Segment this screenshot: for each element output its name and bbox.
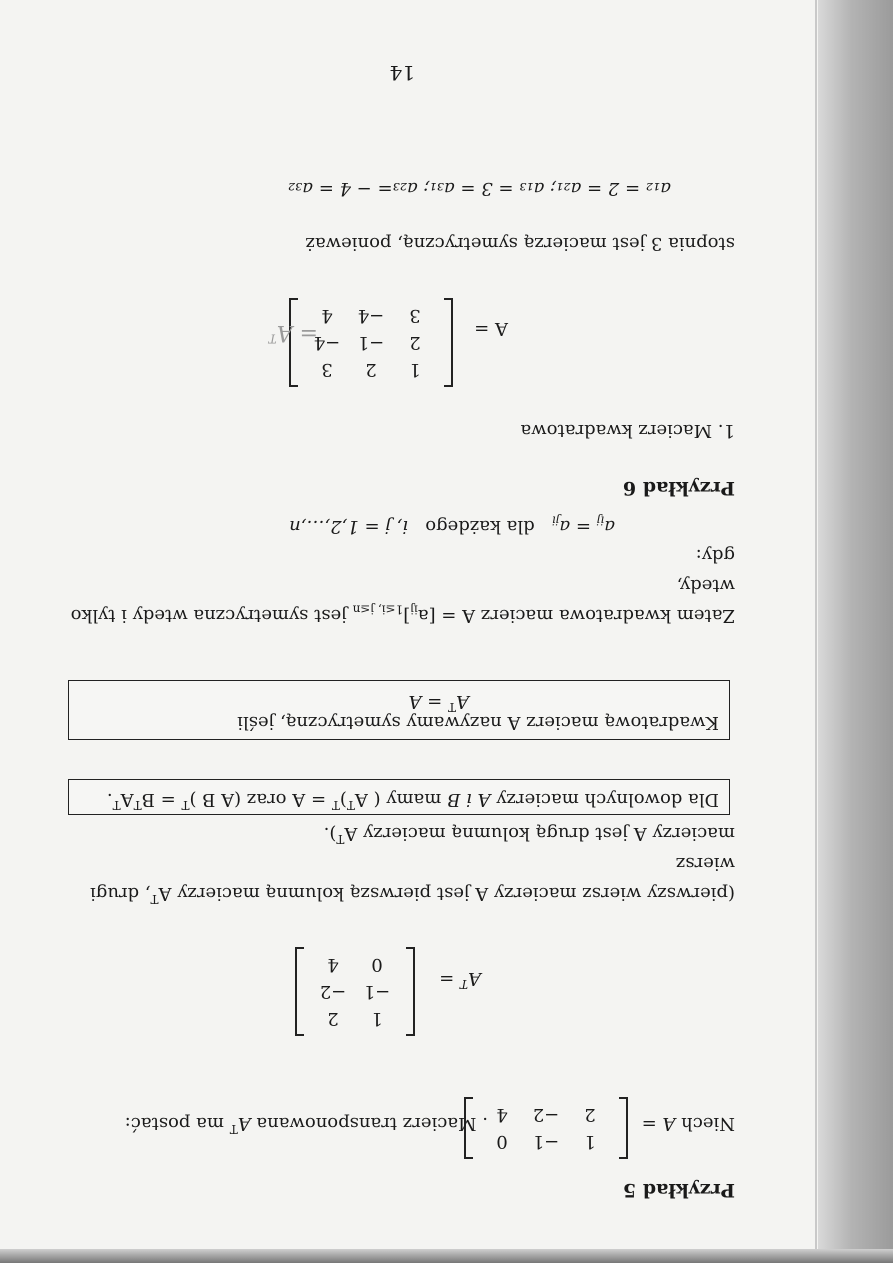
matrix-cell: −2 (319, 981, 347, 1002)
symmetry-conclusion: stopnia 3 jest macierzą symetryczną, ponieważ (305, 233, 735, 254)
matrix-row (311, 978, 399, 1005)
box1-vars: A i B (447, 789, 491, 810)
matrix-row (305, 356, 437, 383)
box2-sup: T (447, 700, 456, 714)
matrix-a (464, 1097, 628, 1159)
pencil-sup: T (268, 331, 277, 346)
matrix-cell: 4 (321, 305, 333, 326)
box2-line2 (79, 691, 719, 712)
at-label (439, 963, 481, 993)
cond-text: dla każdego (425, 516, 535, 537)
matrix-cell: 2 (327, 1008, 339, 1029)
page-number: 14 (389, 61, 415, 85)
matrix-cell: −1 (357, 332, 385, 353)
matrix-row (480, 1128, 612, 1155)
matrix-cell: 1 (409, 359, 421, 380)
example5-heading: Przykład 5 (622, 1179, 735, 1201)
matrix-row (305, 329, 437, 356)
cond-range: i, j = 1,2,…,n (289, 516, 409, 537)
box1-pre: Dla dowolnych macierzy (496, 789, 719, 810)
matrix-cell: 1 (584, 1131, 596, 1152)
intro-suffix-sup: T (229, 1122, 238, 1136)
pencil-text: = A (276, 320, 318, 345)
matrix-row (311, 1005, 399, 1032)
intro-prefix: Niech (681, 1113, 735, 1134)
matrix-row (311, 951, 399, 978)
note-line2-end: ). (323, 823, 337, 844)
box2-var: A (456, 691, 469, 712)
transpose-properties-box (68, 779, 730, 815)
matrix-row (305, 302, 437, 329)
matrix-cell: −1 (363, 981, 391, 1002)
example6-item: 1. Macierz kwadratowa (520, 420, 735, 441)
matrix-cell: −4 (313, 332, 341, 353)
example5-intro-suffix (125, 1108, 488, 1138)
box2-line1: Kwadratową macierz A nazywamy symetryczną, jeśli (237, 712, 719, 733)
box1-mid3: = A oraz (A B ) (189, 789, 327, 810)
def-line2: gdy: (695, 545, 735, 566)
cond-eq: = a (559, 516, 591, 537)
at-sup: T (459, 977, 468, 991)
cond-lhs: a (604, 516, 615, 537)
matrix-cell: 3 (321, 359, 333, 380)
matrix-cell: −1 (532, 1131, 560, 1152)
note-line1: (pierwszy wiersz macierzy A jest pierwszą kolumną macierzy A (158, 883, 735, 904)
cond-lhs-sub: ij (596, 513, 605, 528)
cond-rhs-sub: ji (551, 513, 560, 528)
matrix-cell: 2 (409, 332, 421, 353)
box1-sup2: T (331, 798, 340, 812)
matrix-cell: −2 (532, 1104, 560, 1125)
def-line1: Zatem kwadratowa macierz A = [a (417, 605, 735, 626)
at-var: A (468, 968, 481, 989)
matrix-cell: 2 (584, 1104, 596, 1125)
matrix-a-transpose (295, 947, 415, 1036)
intro-suffix-post: ma postać: (124, 1113, 224, 1134)
note-line2: macierzy A jest drugą kolumną macierzy A (344, 823, 735, 844)
matrix-cell: 3 (409, 305, 421, 326)
example5-intro-prefix (642, 1108, 735, 1138)
box1-sup5: T (112, 798, 121, 812)
def-sub-range: 1≤i, j≤n (352, 602, 404, 617)
intro-suffix-var: A (237, 1113, 251, 1134)
example6-heading: Przykład 6 (622, 477, 735, 499)
matrix-cell: 4 (496, 1104, 508, 1125)
matrix-a-label: A = (474, 318, 508, 339)
box1-sup3: T (181, 798, 190, 812)
def-line1-end: jest symetryczna wtedy i tylko wtedy, (70, 575, 735, 626)
intro-var: A (662, 1113, 676, 1134)
box1-mid: mamy ( A (354, 789, 442, 810)
box1-sup1: T (346, 798, 355, 812)
box1-end: . (106, 789, 113, 810)
box2-rest: = A (408, 691, 443, 712)
note-line2-sup: T (336, 832, 345, 846)
note-line1-end: , drugi wiersz (90, 853, 735, 904)
intro-eq: = (641, 1113, 657, 1134)
matrix-cell: 2 (365, 359, 377, 380)
box1-mid2: ) (339, 789, 347, 810)
symmetric-definition-box (68, 680, 730, 740)
symmetry-equalities: a₁₂ = 2 = a₂₁; a₁₃ = 3 = a₃₁; a₂₃= − 4 = a₃₂ (287, 178, 671, 199)
intro-suffix-pre: . Macierz transponowana (256, 1113, 488, 1134)
matrix-row (480, 1101, 612, 1128)
matrix-cell: 1 (371, 1008, 383, 1029)
box1-mid4: = B (141, 789, 176, 810)
note-line1-sup: T (150, 892, 159, 906)
def-bracket: ] (403, 605, 411, 626)
matrix-cell: 0 (371, 954, 383, 975)
box1-sup4: T (133, 798, 142, 812)
at-eq: = (439, 968, 455, 989)
box1-mid5: A (120, 789, 134, 810)
symmetry-condition (289, 511, 615, 541)
pencil-annotation (269, 320, 318, 345)
matrix-cell: 0 (496, 1131, 508, 1152)
matrix-cell: 4 (327, 954, 339, 975)
def-sub-ij: ij (410, 602, 418, 617)
matrix-cell: −4 (357, 305, 385, 326)
symmetric-definition (55, 540, 735, 630)
transpose-note (55, 818, 735, 908)
